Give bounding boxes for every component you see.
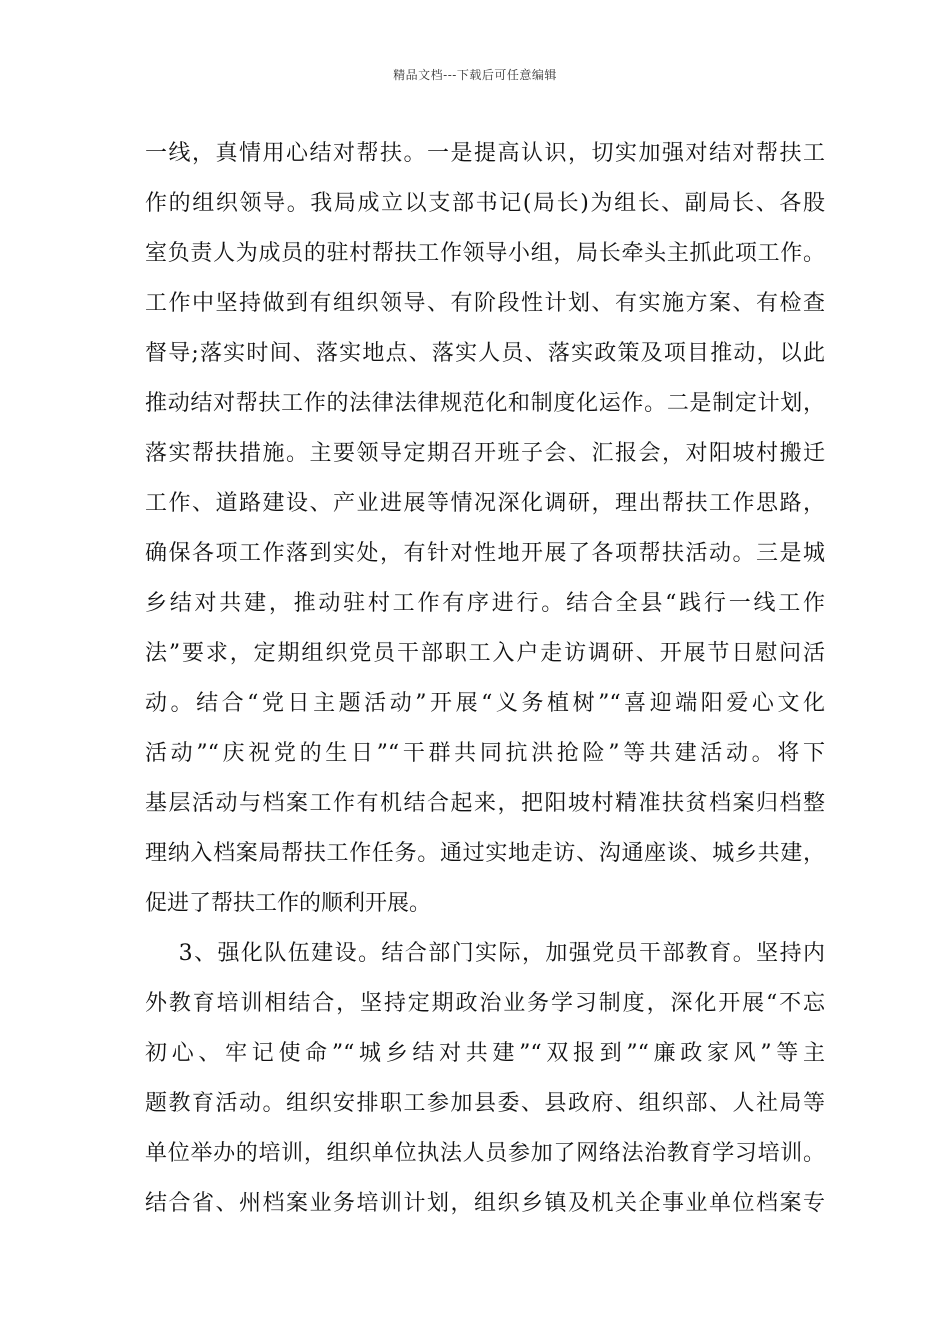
text-line: 题教育活动。组织安排职工参加县委、县政府、组织部、人社局等 [145,1091,825,1116]
text-line: 结合省、州档案业务培训计划，组织乡镇及机关企事业单位档案专 [145,1191,825,1216]
text-line: 落实帮扶措施。主要领导定期召开班子会、汇报会，对阳坡村搬迁 [145,441,825,466]
text-line: 3、强化队伍建设。结合部门实际，加强党员干部教育。坚持内 [145,941,825,966]
text-line: 室负责人为成员的驻村帮扶工作领导小组，局长牵头主抓此项工作。 [145,241,825,266]
text-line: 单位举办的培训，组织单位执法人员参加了网络法治教育学习培训。 [145,1141,825,1166]
text-line: 推动结对帮扶工作的法律法律规范化和制度化运作。二是制定计划， [145,391,825,416]
text-line: 理纳入档案局帮扶工作任务。通过实地走访、沟通座谈、城乡共建， [145,841,825,866]
paragraph-1 [145,129,825,929]
text-line: 工作、道路建设、产业进展等情况深化调研，理出帮扶工作思路， [145,491,825,516]
text-line: 确保各项工作落到实处，有针对性地开展了各项帮扶活动。三是城 [145,541,825,566]
text-line: 作的组织领导。我局成立以支部书记(局长)为组长、副局长、各股 [145,191,825,216]
text-line: 动。结合“党日主题活动”开展“义务植树”“喜迎端阳爱心文化 [145,691,825,716]
text-line: 外教育培训相结合，坚持定期政治业务学习制度，深化开展“不忘 [145,991,825,1016]
text-line: 工作中坚持做到有组织领导、有阶段性计划、有实施方案、有检查 [145,291,825,316]
text-line: 督导;落实时间、落实地点、落实人员、落实政策及项目推动，以此 [145,341,825,366]
text-line: 活动”“庆祝党的生日”“干群共同抗洪抢险”等共建活动。将下 [145,741,825,766]
page-header: 精品文档---下载后可任意编辑 [393,68,557,82]
text-line: 法”要求，定期组织党员干部职工入户走访调研、开展节日慰问活 [145,641,825,666]
document-body [145,129,825,1229]
paragraph-2 [145,929,825,1229]
text-line: 基层活动与档案工作有机结合起来，把阳坡村精准扶贫档案归档整 [145,791,825,816]
text-line: 促进了帮扶工作的顺利开展。 [145,891,432,916]
text-line: 一线，真情用心结对帮扶。一是提高认识，切实加强对结对帮扶工 [145,141,825,166]
text-line: 初心、牢记使命”“城乡结对共建”“双报到”“廉政家风”等主 [145,1041,825,1066]
text-line: 乡结对共建，推动驻村工作有序进行。结合全县“践行一线工作 [145,591,825,616]
